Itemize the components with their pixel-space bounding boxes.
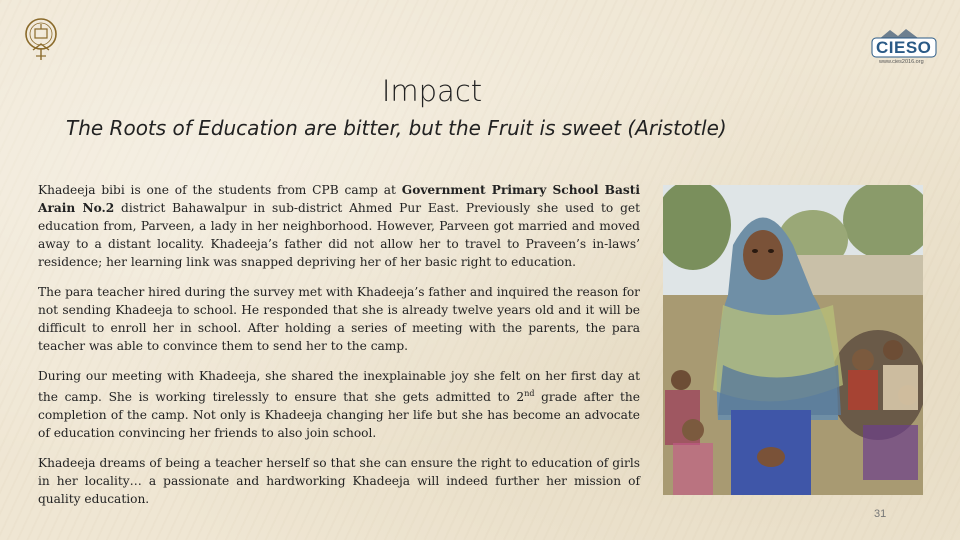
paragraph-4: Khadeeja dreams of being a teacher herself so that she can ensure the right to education of girls in her locality… a passionate and hardworking Khadeeja will indeed further her mission of quality education.: [38, 456, 640, 507]
paragraph-3: [38, 367, 640, 442]
paragraph-1: [38, 181, 640, 271]
paragraph-2: The para teacher hired during the survey met with Khadeeja’s father and inquired the reason for not sending Khadeeja to school. He responded that she is already twelve years old and it will be difficult to enroll her in school. After holding a series of meeting with the parents, the para teacher was able to convince them to send her to the camp.: [38, 285, 640, 353]
paragraph-3-intro: During our meeting with Khadeeja, she shared the inexplainable joy she felt on her first day at the camp. She is working tirelessly to ensure that she gets admitted to 2: [38, 369, 640, 405]
page-title: Impact: [381, 74, 483, 108]
ordinal-suffix: nd: [524, 389, 535, 398]
paragraph-1-intro: Khadeeja bibi is one of the students from CPB camp at: [38, 183, 402, 197]
paragraph-1-rest: district Bahawalpur in sub-district Ahmed Pur East. Previously she used to get education from, Parveen, a lady in her neighborhood. However, Parveen got married and moved away to a distant locality. Khadeeja’s father did not allow her to travel to Praveen’s in-laws’ residence; her learning link was snapped depriving her of her basic right to education.: [38, 201, 640, 269]
cieso-url: www.cies2016.org: [879, 59, 924, 65]
cieso-logo-icon: [868, 28, 940, 70]
page-number: 31: [874, 508, 887, 520]
story-body: [38, 181, 640, 520]
page-subtitle: The Roots of Education are bitter, but the Fruit is sweet (Aristotle): [66, 116, 727, 140]
university-crest-icon: [24, 14, 58, 64]
cieso-name: CIESO: [876, 38, 932, 57]
paragraph-3-rest: grade after the completion of the camp. Not only is Khadeeja changing her life but she has become an advocate of education convincing her friends to also join school.: [38, 390, 640, 441]
student-photo: [663, 185, 923, 495]
school-name: Government Primary School Basti Arain No.2: [38, 183, 640, 215]
